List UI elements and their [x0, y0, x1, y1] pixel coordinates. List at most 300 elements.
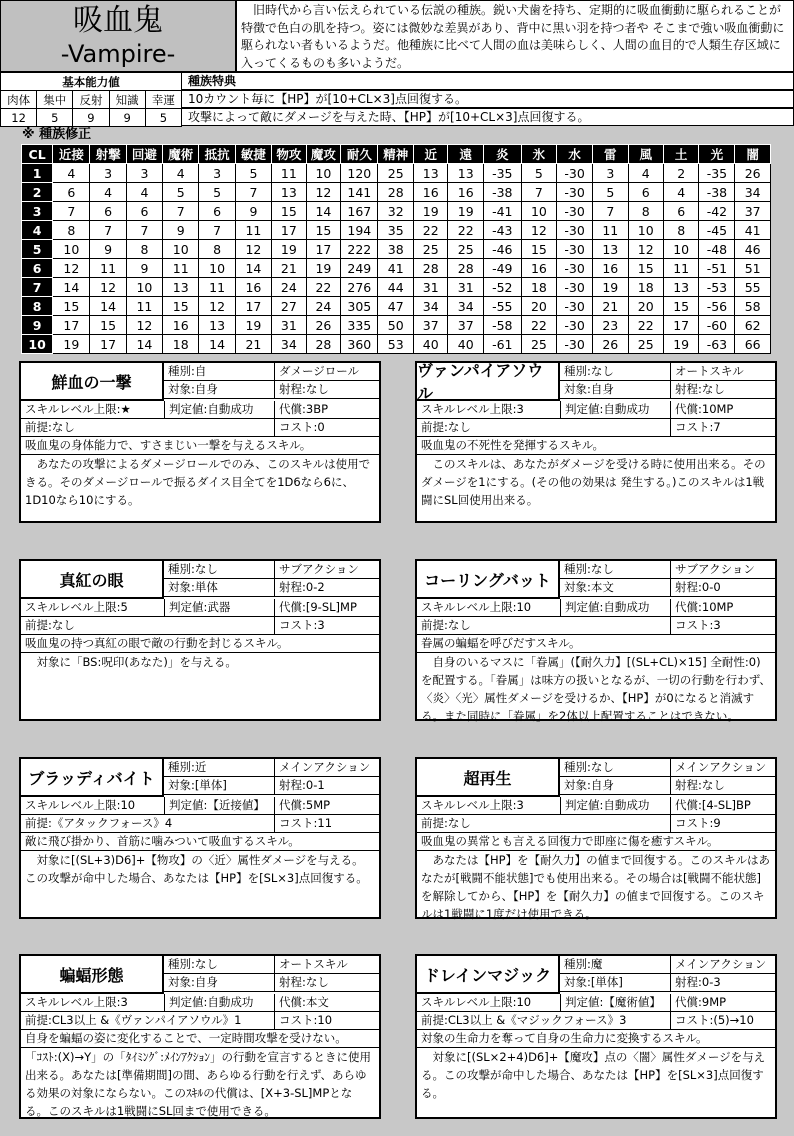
modifier-value-cell: -30 [557, 259, 593, 278]
skill-level-cap: スキルレベル上限:3 [417, 401, 560, 419]
modifier-value-cell: 28 [378, 183, 413, 202]
modifier-value-cell: 12 [306, 183, 341, 202]
modifier-value-cell: 11 [272, 164, 307, 183]
skill-summary: 対象の生命力を奪って自身の生命力に変換するスキル。 [417, 1030, 775, 1048]
skill-name: 超再生 [417, 759, 560, 797]
modifier-value-cell: 9 [163, 221, 199, 240]
skill-kind: 種別:魔 [560, 956, 670, 974]
modifier-row [22, 297, 771, 316]
modifier-value-cell: 15 [90, 316, 126, 335]
modifier-value-cell: 8 [663, 221, 698, 240]
skill-type: オートスキル [670, 363, 775, 381]
modifier-value-cell: 20 [628, 297, 663, 316]
skill-range: 射程:0-0 [670, 579, 775, 597]
skill-target: 対象:自身 [560, 777, 670, 795]
modifier-value-cell: 15 [663, 297, 698, 316]
skill-kind: 種別:なし [164, 561, 274, 579]
skill-target: 対象:[単体] [164, 777, 274, 795]
skill-judge: 判定値:自動成功 [560, 797, 670, 815]
modifier-value-cell: 4 [126, 183, 162, 202]
skill-judge: 判定値:自動成功 [164, 401, 274, 419]
modifier-value-cell: 6 [53, 183, 90, 202]
race-title-box [0, 0, 236, 72]
modifier-value-cell: -60 [699, 316, 735, 335]
modifier-value-cell: 34 [413, 297, 448, 316]
modifier-row [22, 240, 771, 259]
skill-cost-pay: 代償:10MP [670, 401, 775, 419]
modifier-header-cell: 氷 [521, 145, 556, 164]
modifier-value-cell: 31 [448, 278, 483, 297]
modifier-value-cell: 44 [378, 278, 413, 297]
modifier-header-cell: 魔術 [163, 145, 199, 164]
modifier-value-cell: 18 [521, 278, 556, 297]
skill-summary: 吸血鬼の不死性を発揮するスキル。 [417, 437, 775, 455]
modifier-value-cell: 19 [306, 259, 341, 278]
modifier-value-cell: 26 [735, 164, 771, 183]
modifier-value-cell: -63 [699, 335, 735, 354]
trait-line: 10カウント毎に【HP】が[10+CL×3]点回復する。 [182, 90, 794, 108]
modifier-value-cell: 16 [521, 259, 556, 278]
modifier-cl-cell: 9 [22, 316, 53, 335]
skill-card [415, 757, 777, 919]
modifier-value-cell: 25 [628, 335, 663, 354]
skill-name: 鮮血の一撃 [21, 363, 164, 401]
modifier-value-cell: 15 [53, 297, 90, 316]
modifier-value-cell: -45 [699, 221, 735, 240]
modifier-value-cell: 8 [126, 240, 162, 259]
modifier-value-cell: 222 [341, 240, 378, 259]
skill-range: 射程:なし [670, 381, 775, 399]
modifier-value-cell: 194 [341, 221, 378, 240]
modifier-value-cell: 19 [53, 335, 90, 354]
modifier-header-cell: 風 [628, 145, 663, 164]
skill-target: 対象:自身 [560, 381, 670, 399]
modifier-value-cell: 12 [628, 240, 663, 259]
skill-prereq: 前提:《アタックフォース》4 [21, 815, 274, 833]
modifier-value-cell: 10 [521, 202, 556, 221]
modifier-row [22, 259, 771, 278]
modifier-value-cell: 13 [413, 164, 448, 183]
modifier-value-cell: 6 [199, 202, 235, 221]
base-stats-title: 基本能力値 [1, 73, 182, 91]
modifier-value-cell: 5 [235, 164, 271, 183]
base-stats-table [0, 72, 182, 126]
modifier-value-cell: -30 [557, 316, 593, 335]
modifier-value-cell: 10 [306, 164, 341, 183]
modifier-value-cell: 11 [663, 259, 698, 278]
modifier-header-cell: 土 [663, 145, 698, 164]
skill-card [415, 361, 777, 523]
skill-kind: 種別:なし [560, 561, 670, 579]
modifier-value-cell: 31 [413, 278, 448, 297]
skill-prereq: 前提:なし [417, 815, 670, 833]
modifier-value-cell: 19 [663, 335, 698, 354]
modifier-header-cell: 回避 [126, 145, 162, 164]
modifier-value-cell: 25 [448, 240, 483, 259]
modifier-value-cell: -35 [483, 164, 521, 183]
modifier-header-cell: 近接 [53, 145, 90, 164]
modifier-value-cell: 360 [341, 335, 378, 354]
skill-card [19, 559, 381, 721]
modifier-value-cell: 14 [126, 335, 162, 354]
modifier-value-cell: 7 [163, 202, 199, 221]
modifier-value-cell: 17 [272, 221, 307, 240]
skill-target: 対象:自身 [164, 974, 274, 992]
modifier-header-cell: 闇 [735, 145, 771, 164]
skill-kind: 種別:なし [560, 363, 670, 381]
skill-card [19, 954, 381, 1119]
skill-cost: コスト:7 [670, 419, 775, 437]
modifier-value-cell: -30 [557, 202, 593, 221]
modifier-value-cell: 249 [341, 259, 378, 278]
modifier-cl-cell: 6 [22, 259, 53, 278]
modifier-header-cell: 精神 [378, 145, 413, 164]
modifier-header-row [22, 145, 771, 164]
modifier-value-cell: -55 [483, 297, 521, 316]
modifier-value-cell: 3 [593, 164, 628, 183]
modifier-value-cell: 19 [413, 202, 448, 221]
modifier-value-cell: 15 [306, 221, 341, 240]
modifier-value-cell: 7 [593, 202, 628, 221]
modifier-value-cell: 167 [341, 202, 378, 221]
modifier-value-cell: 14 [306, 202, 341, 221]
modifier-header-cell: 遠 [448, 145, 483, 164]
modifier-value-cell: -30 [557, 240, 593, 259]
modifier-value-cell: 66 [735, 335, 771, 354]
skill-cost: コスト:3 [274, 617, 379, 635]
modifier-value-cell: 16 [235, 278, 271, 297]
modifier-value-cell: 13 [448, 164, 483, 183]
modifier-value-cell: 3 [90, 164, 126, 183]
modifier-value-cell: 10 [663, 240, 698, 259]
modifier-value-cell: 51 [735, 259, 771, 278]
modifier-row [22, 183, 771, 202]
race-description: 旧時代から言い伝えられている伝説の種族。鋭い犬歯を持ち、定期的に吸血衝動に駆られることが特徴で色白の肌を持つ。姿には微妙な差異があり、背中に黒い羽を持つ者や そこまで強い吸血衝動に駆られない者もいるようだ。他種族に比べて人間の血は美味らしく、人間の血目的で人類生存区域に入ってくるものも多いようだ。 [236, 0, 794, 72]
modifier-value-cell: 9 [126, 259, 162, 278]
modifier-value-cell: 15 [163, 297, 199, 316]
modifier-value-cell: 38 [378, 240, 413, 259]
skill-name: コーリングバット [417, 561, 560, 599]
modifier-value-cell: 25 [378, 164, 413, 183]
skill-type: サブアクション [670, 561, 775, 579]
skill-type: サブアクション [274, 561, 379, 579]
modifier-value-cell: 13 [663, 278, 698, 297]
skill-cost: コスト:10 [274, 1012, 379, 1030]
modifier-value-cell: 16 [593, 259, 628, 278]
modifier-cl-cell: 10 [22, 335, 53, 354]
modifier-value-cell: 9 [235, 202, 271, 221]
modifier-value-cell: 32 [378, 202, 413, 221]
modifier-value-cell: 276 [341, 278, 378, 297]
skill-level-cap: スキルレベル上限:5 [21, 599, 164, 617]
skill-prereq: 前提:CL3以上 &《ヴァンパイアソウル》1 [21, 1012, 274, 1030]
skill-body: このスキルは、あなたがダメージを受ける時に使用出来る。そのダメージを1にする。(その他の効果は 発生する。)このスキルは1戦闘にSL回使用出来る。 [421, 457, 766, 507]
modifier-value-cell: 34 [272, 335, 307, 354]
modifier-value-cell: -53 [699, 278, 735, 297]
skill-name: ヴァンパイアソウル [417, 363, 560, 401]
modifier-value-cell: 41 [378, 259, 413, 278]
modifier-header-cell: 水 [557, 145, 593, 164]
modifier-value-cell: 7 [53, 202, 90, 221]
base-stat-value: 9 [109, 109, 145, 127]
modifier-value-cell: 6 [90, 202, 126, 221]
modifier-value-cell: 335 [341, 316, 378, 335]
base-stat-value: 9 [73, 109, 109, 127]
skill-cost-pay: 代償:10MP [670, 599, 775, 617]
modifier-value-cell: 15 [628, 259, 663, 278]
modifier-value-cell: 11 [199, 278, 235, 297]
skill-cost: コスト:3 [670, 617, 775, 635]
modifier-value-cell: -38 [699, 183, 735, 202]
modifier-value-cell: 120 [341, 164, 378, 183]
skill-level-cap: スキルレベル上限:3 [417, 797, 560, 815]
skill-level-cap: スキルレベル上限:★ [21, 401, 164, 419]
modifier-value-cell: 15 [272, 202, 307, 221]
skill-kind: 種別:近 [164, 759, 274, 777]
modifier-value-cell: -43 [483, 221, 521, 240]
modifier-header-cell: 雷 [593, 145, 628, 164]
modifier-value-cell: 141 [341, 183, 378, 202]
modifier-value-cell: 40 [448, 335, 483, 354]
modifier-value-cell: 21 [235, 335, 271, 354]
base-stat-value: 5 [145, 109, 181, 127]
modifier-value-cell: 26 [306, 316, 341, 335]
modifier-value-cell: 3 [126, 164, 162, 183]
modifier-value-cell: -30 [557, 335, 593, 354]
modifier-value-cell: 53 [378, 335, 413, 354]
race-title-jp: 吸血鬼 [73, 3, 163, 38]
modifier-value-cell: 11 [126, 297, 162, 316]
skill-cost: コスト:9 [670, 815, 775, 833]
modifier-value-cell: -42 [699, 202, 735, 221]
modifier-header-cell: 射撃 [90, 145, 126, 164]
skill-target: 対象:自身 [164, 381, 274, 399]
modifier-value-cell: 11 [235, 221, 271, 240]
modifier-value-cell: -51 [699, 259, 735, 278]
skill-summary: 自身を蝙蝠の姿に変化することで、一定時間攻撃を受けない。 [21, 1030, 379, 1048]
skill-cost-pay: 代償:3BP [274, 401, 379, 419]
modifier-value-cell: 13 [593, 240, 628, 259]
skill-cost: コスト:0 [274, 419, 379, 437]
skill-card [19, 361, 381, 523]
modifier-value-cell: 34 [448, 297, 483, 316]
modifier-value-cell: 34 [735, 183, 771, 202]
skill-kind: 種別:なし [164, 956, 274, 974]
modifier-value-cell: 12 [53, 259, 90, 278]
modifier-header-cell: 物攻 [272, 145, 307, 164]
modifier-value-cell: 55 [735, 278, 771, 297]
modifier-row [22, 221, 771, 240]
modifier-value-cell: 10 [199, 259, 235, 278]
modifier-value-cell: 14 [90, 297, 126, 316]
modifier-header-cell: 耐久 [341, 145, 378, 164]
modifier-value-cell: -30 [557, 278, 593, 297]
modifier-value-cell: 22 [521, 316, 556, 335]
trait-line: 攻撃によって敵にダメージを与えた時、【HP】が[10+CL×3]点回復する。 [182, 108, 794, 126]
skill-judge: 判定値:【近接値】 [164, 797, 274, 815]
modifier-cl-cell: 3 [22, 202, 53, 221]
modifier-value-cell: 11 [163, 259, 199, 278]
modifier-value-cell: 4 [53, 164, 90, 183]
modifier-value-cell: 50 [378, 316, 413, 335]
skill-summary: 吸血鬼の持つ真紅の眼で敵の行動を封じるスキル。 [21, 635, 379, 653]
skill-target: 対象:[単体] [560, 974, 670, 992]
modifier-value-cell: 4 [628, 164, 663, 183]
modifier-value-cell: 17 [663, 316, 698, 335]
modifier-value-cell: 305 [341, 297, 378, 316]
modifier-value-cell: 17 [306, 240, 341, 259]
modifier-value-cell: 22 [413, 221, 448, 240]
modifier-value-cell: 18 [628, 278, 663, 297]
modifier-value-cell: 37 [448, 316, 483, 335]
modifier-value-cell: 15 [521, 240, 556, 259]
modifier-value-cell: 28 [448, 259, 483, 278]
base-stat-label: 知識 [109, 91, 145, 109]
modifier-cl-cell: 4 [22, 221, 53, 240]
skill-summary: 眷属の蝙蝠を呼びだすスキル。 [417, 635, 775, 653]
modifier-value-cell: 6 [663, 202, 698, 221]
modifier-row [22, 316, 771, 335]
modifier-value-cell: 20 [521, 297, 556, 316]
modifier-value-cell: 16 [163, 316, 199, 335]
modifier-value-cell: -41 [483, 202, 521, 221]
skill-type: メインアクション [670, 759, 775, 777]
skill-cost-pay: 代償:[9-SL]MP [274, 599, 379, 617]
modifier-value-cell: 8 [628, 202, 663, 221]
skill-target: 対象:単体 [164, 579, 274, 597]
skill-cost-pay: 代償:5MP [274, 797, 379, 815]
modifier-row [22, 278, 771, 297]
modifier-header-cell: 光 [699, 145, 735, 164]
skill-card [415, 559, 777, 721]
skill-judge: 判定値:【魔術値】 [560, 994, 670, 1012]
modifier-value-cell: -30 [557, 164, 593, 183]
modifier-value-cell: 5 [163, 183, 199, 202]
modifier-value-cell: 12 [126, 316, 162, 335]
race-modifier-table [21, 144, 771, 354]
skill-range: 射程:0-2 [274, 579, 379, 597]
modifier-value-cell: -52 [483, 278, 521, 297]
modifier-value-cell: 22 [306, 278, 341, 297]
traits-title: 種族特典 [182, 72, 794, 90]
modifier-value-cell: 14 [53, 278, 90, 297]
modifier-value-cell: 13 [272, 183, 307, 202]
modifier-value-cell: 3 [199, 164, 235, 183]
modifier-value-cell: 9 [90, 240, 126, 259]
skill-card [19, 757, 381, 919]
modifier-value-cell: 13 [199, 316, 235, 335]
skill-prereq: 前提:なし [417, 617, 670, 635]
modifier-value-cell: 17 [90, 335, 126, 354]
modifier-value-cell: -30 [557, 183, 593, 202]
modifier-value-cell: 24 [272, 278, 307, 297]
modifier-value-cell: -30 [557, 221, 593, 240]
modifier-value-cell: 12 [90, 278, 126, 297]
base-stat-label: 幸運 [145, 91, 181, 109]
modifier-value-cell: 26 [593, 335, 628, 354]
modifier-value-cell: 10 [53, 240, 90, 259]
modifier-value-cell: -56 [699, 297, 735, 316]
modifier-header-cell: 敏捷 [235, 145, 271, 164]
skill-range: 射程:なし [670, 777, 775, 795]
base-stats-labels [1, 91, 182, 109]
modifier-value-cell: 25 [413, 240, 448, 259]
modifier-value-cell: 28 [413, 259, 448, 278]
modifier-cl-cell: 1 [22, 164, 53, 183]
modifier-value-cell: -30 [557, 297, 593, 316]
modifier-value-cell: 25 [521, 335, 556, 354]
modifier-row [22, 164, 771, 183]
skill-cost: コスト:(5)→10 [670, 1012, 775, 1030]
modifier-value-cell: 17 [235, 297, 271, 316]
modifier-value-cell: 2 [663, 164, 698, 183]
skill-body: 自身のいるマスに「眷属」(【耐久力】[(SL+CL)×15] 全耐性:0)を配置する。「眷属」は味方の扱いとなるが、一切の行動を行わず、〈炎〉〈光〉属性ダメージを受けるか、【HP】が0になると消滅する。また同時に「眷属」を2体以上配置することはできない。 [421, 655, 771, 723]
modifier-value-cell: 28 [306, 335, 341, 354]
skill-type: オートスキル [274, 956, 379, 974]
modifier-value-cell: 7 [199, 221, 235, 240]
modifier-value-cell: 6 [628, 183, 663, 202]
skill-judge: 判定値:武器 [164, 599, 274, 617]
modifier-value-cell: 14 [199, 335, 235, 354]
skill-name: ブラッディバイト [21, 759, 164, 797]
modifier-value-cell: 10 [126, 278, 162, 297]
skill-range: 射程:なし [274, 381, 379, 399]
modifier-value-cell: 7 [126, 221, 162, 240]
modifier-value-cell: -58 [483, 316, 521, 335]
modifier-value-cell: 16 [448, 183, 483, 202]
modifier-value-cell: 10 [163, 240, 199, 259]
skill-body: あなたは【HP】を【耐久力】の値まで回復する。このスキルはあなたが[戦闘不能状態]でも使用出来る。その場合は[戦闘不能状態]を解除してから、【HP】を【耐久力】の値まで回復する。このスキルは1戦闘に1度だけ使用できる。 [421, 853, 770, 921]
modifier-cl-cell: 5 [22, 240, 53, 259]
skill-cost-pay: 代償:本文 [274, 994, 379, 1012]
modifier-value-cell: 7 [521, 183, 556, 202]
modifier-value-cell: 62 [735, 316, 771, 335]
skill-cost: コスト:11 [274, 815, 379, 833]
modifier-value-cell: 10 [628, 221, 663, 240]
skill-type: ダメージロール [274, 363, 379, 381]
skill-type: メインアクション [274, 759, 379, 777]
skill-level-cap: スキルレベル上限:10 [21, 797, 164, 815]
skill-name: ドレインマジック [417, 956, 560, 994]
skill-range: 射程:0-1 [274, 777, 379, 795]
modifier-value-cell: 13 [163, 278, 199, 297]
skill-card [415, 954, 777, 1119]
skill-type: メインアクション [670, 956, 775, 974]
modifier-value-cell: 41 [735, 221, 771, 240]
skill-name: 真紅の眼 [21, 561, 164, 599]
modifier-value-cell: 37 [413, 316, 448, 335]
skill-prereq: 前提:なし [21, 617, 274, 635]
modifier-value-cell: 8 [199, 240, 235, 259]
modifier-value-cell: -35 [699, 164, 735, 183]
modifier-value-cell: 6 [126, 202, 162, 221]
base-stat-label: 集中 [37, 91, 73, 109]
skill-kind: 種別:なし [560, 759, 670, 777]
base-stats-values [1, 109, 182, 127]
modifier-value-cell: 17 [53, 316, 90, 335]
modifier-value-cell: 21 [272, 259, 307, 278]
skill-summary: 吸血鬼の身体能力で、すさまじい一撃を与えるスキル。 [21, 437, 379, 455]
modifier-value-cell: 7 [235, 183, 271, 202]
skill-prereq: 前提:なし [417, 419, 670, 437]
skill-summary: 敵に飛び掛かり、首筋に噛みついて吸血するスキル。 [21, 833, 379, 851]
modifier-value-cell: 16 [413, 183, 448, 202]
base-stat-label: 肉体 [1, 91, 37, 109]
modifier-value-cell: 19 [272, 240, 307, 259]
modifier-value-cell: -49 [483, 259, 521, 278]
modifier-value-cell: 5 [521, 164, 556, 183]
modifier-header-cell: CL [22, 145, 53, 164]
